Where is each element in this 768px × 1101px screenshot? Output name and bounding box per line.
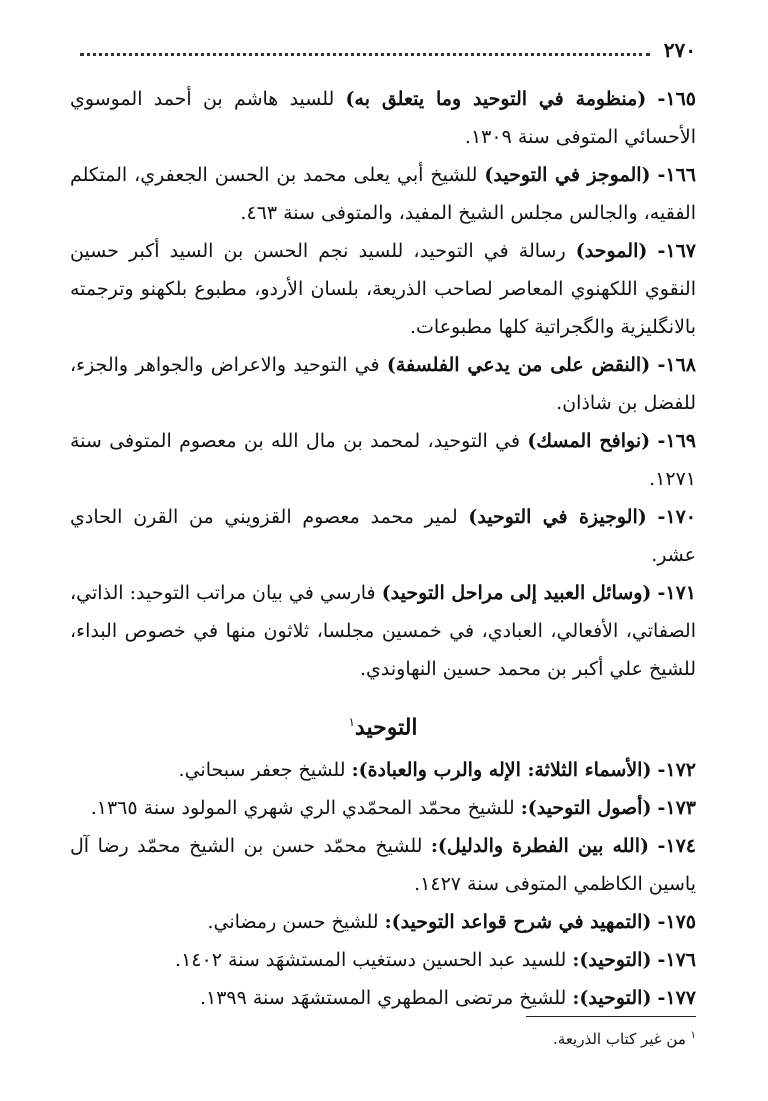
entry-169 xyxy=(70,422,696,498)
entry-number: ١٧٧- xyxy=(657,987,696,1010)
entry-title: (أصول التوحيد): xyxy=(520,797,652,820)
entry-text: في التوحيد والاعراض والجواهر والجزء، للفضل بن شاذان. xyxy=(70,354,696,414)
header-dotted-rule xyxy=(80,43,650,56)
entry-title: (الوجيزة في التوحيد) xyxy=(468,506,647,528)
entry-text: فارسي في بيان مراتب التوحيد: الذاتي، الصفاتي، الأفعالي، العبادي، في خمسين مجلسا، ثلاثون منها في خصوص البداء، للشيخ علي أكبر بن محمد حسين النهاوندي. xyxy=(70,582,696,680)
page-content xyxy=(70,80,696,1017)
entry-number: ١٦٧- xyxy=(657,240,696,262)
entry-167 xyxy=(70,232,696,346)
page-number: ٢٧٠ xyxy=(663,38,696,62)
entry-title: (التمهيد في شرح قواعد التوحيد): xyxy=(384,911,652,934)
entry-165 xyxy=(70,80,696,156)
entry-171 xyxy=(70,574,696,688)
entry-text: للشيخ محمّد حسن بن الشيخ محمّد رضا آل ياسين الكاظمي المتوفى سنة ١٤٢٧. xyxy=(70,835,696,896)
entry-177 xyxy=(70,979,696,1017)
entry-title: (النقض على من يدعي الفلسفة) xyxy=(386,354,651,376)
entry-title: (الموجز في التوحيد) xyxy=(484,164,651,186)
entry-number: ١٧٦- xyxy=(657,949,696,972)
entry-176 xyxy=(70,941,696,979)
entry-number: ١٦٩- xyxy=(657,430,696,452)
entry-text: للشيخ حسن رمضاني. xyxy=(207,911,385,934)
entry-170 xyxy=(70,498,696,574)
entry-number: ١٧٥- xyxy=(657,911,696,934)
entry-175 xyxy=(70,903,696,941)
entry-title: (الله بين الفطرة والدليل): xyxy=(430,835,649,858)
entry-number: ١٦٥- xyxy=(657,88,696,110)
entry-174 xyxy=(70,827,696,903)
entry-title: (التوحيد): xyxy=(572,949,652,972)
footnote-reference[interactable]: ١ xyxy=(348,715,355,729)
page-header xyxy=(80,28,696,62)
entry-text: لمير محمد معصوم القزويني من القرن الحادي عشر. xyxy=(70,506,696,566)
entry-number: ١٧٤- xyxy=(657,835,696,858)
footnote-divider xyxy=(526,1016,696,1017)
entry-text: للسيد عبد الحسين دستغيب المستشهَد سنة ١٤٠٢. xyxy=(175,949,573,972)
entry-172 xyxy=(70,751,696,789)
entry-number: ١٧٣- xyxy=(657,797,696,820)
entry-166 xyxy=(70,156,696,232)
entry-text: للشيخ مرتضى المطهري المستشهَد سنة ١٣٩٩. xyxy=(199,987,573,1010)
footnote-mark: ١ xyxy=(690,1030,696,1041)
entry-text: للشيخ محمّد المحمّدي الري شهري المولود سنة ١٣٦٥. xyxy=(90,797,521,820)
entry-number: ١٧٠- xyxy=(657,506,696,528)
entry-number: ١٧٢- xyxy=(657,759,696,782)
entry-title: (وسائل العبيد إلى مراحل التوحيد) xyxy=(381,582,652,604)
footnote xyxy=(553,1030,696,1048)
entry-text: للشيخ جعفر سبحاني. xyxy=(178,759,352,782)
entry-number: ١٧١- xyxy=(657,582,696,604)
entry-title: (منظومة في التوحيد وما يتعلق به) xyxy=(345,88,647,110)
entry-text: للشيخ أبي يعلى محمد بن الحسن الجعفري، المتكلم الفقيه، والجالس مجلس الشيخ المفيد، والمتوفى سنة ٤٦٣. xyxy=(70,164,696,224)
entry-text: للسيد هاشم بن أحمد الموسوي الأحسائي المتوفى سنة ١٣٠٩. xyxy=(70,88,696,148)
entry-number: ١٦٦- xyxy=(657,164,697,186)
footnote-text: من غير كتاب الذريعة. xyxy=(553,1030,691,1048)
entry-168 xyxy=(70,346,696,422)
entry-title: (نوافح المسك) xyxy=(527,430,651,452)
entry-title: (الموحد) xyxy=(575,240,648,262)
entry-title: (الأسماء الثلاثة: الإله والرب والعبادة): xyxy=(351,759,652,782)
entry-number: ١٦٨- xyxy=(657,354,696,376)
entry-173 xyxy=(70,789,696,827)
entry-text: رسالة في التوحيد، للسيد نجم الحسن بن السيد أكبر حسين النقوي اللكهنوي المعاصر لصاحب الذريعة، بلسان الأردو، مطبوع بلكهنو وترجمته بالانگليزية والگجراتية كلها مطبوعات. xyxy=(70,240,696,338)
section-heading xyxy=(70,702,696,747)
entry-title: (التوحيد): xyxy=(572,987,652,1010)
section-heading-text: التوحيد xyxy=(354,714,418,741)
entry-text: في التوحيد، لمحمد بن مال الله بن معصوم المتوفى سنة ١٢٧١. xyxy=(70,430,696,490)
